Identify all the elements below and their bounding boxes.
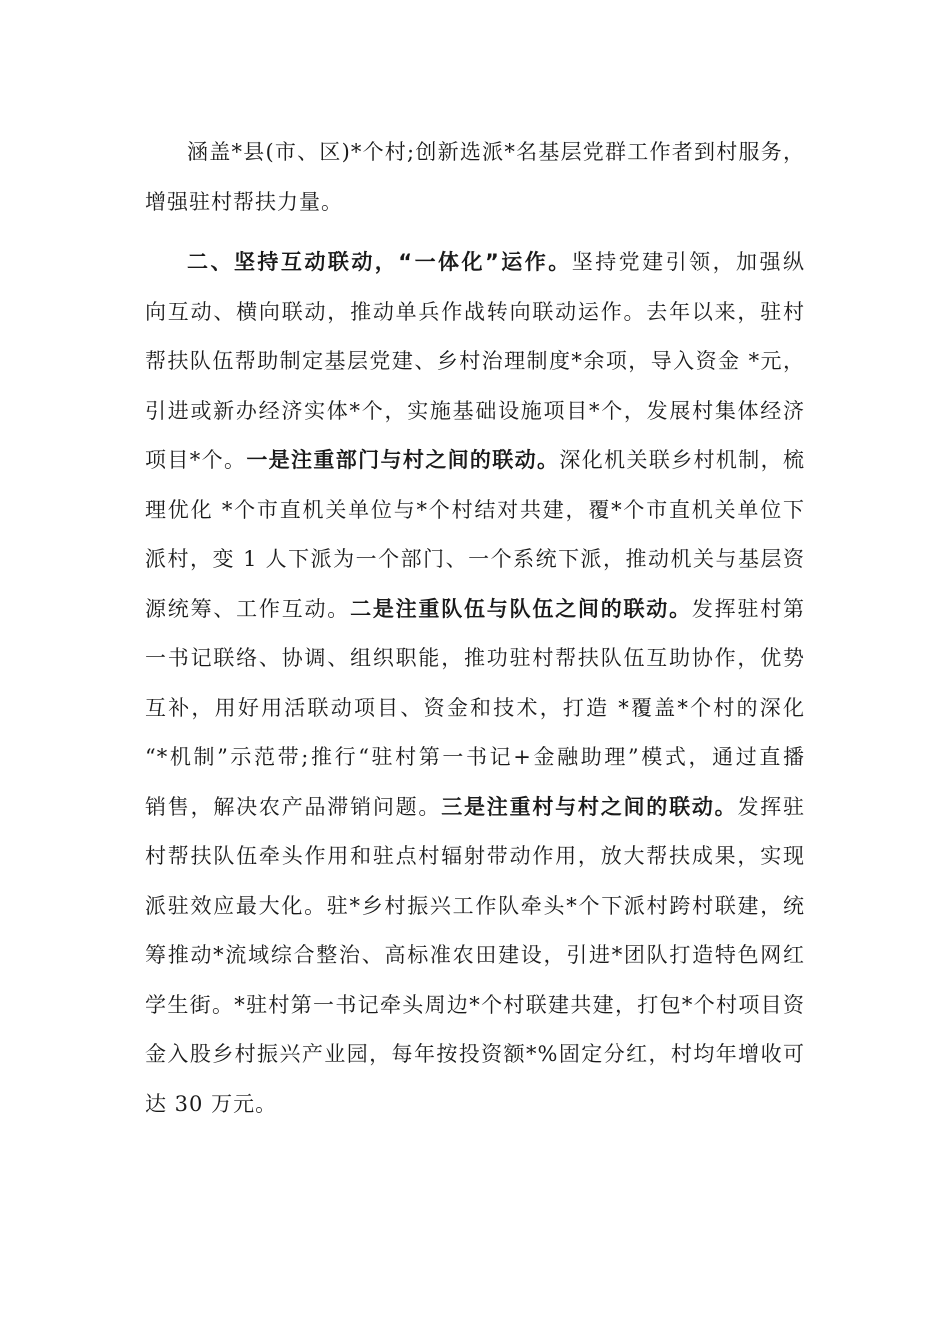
paragraph-line xyxy=(145,436,805,486)
paragraph-line xyxy=(145,783,805,833)
paragraph-line: 一书记联络、协调、组织职能，推功驻村帮扶队伍互助协作，优势 xyxy=(145,646,805,670)
paragraph-line: 金入股乡村振兴产业园，每年按投资额*%固定分红，村均年增收可 xyxy=(145,1042,805,1066)
point-title-2: 二是注重队伍与队伍之间的联动。 xyxy=(350,596,692,621)
paragraph-line: 学生街。*驻村第一书记牵头周边*个村联建共建，打包*个村项目资 xyxy=(145,992,805,1017)
paragraph-line: “*机制”示范带;推行“驻村第一书记+金融助理”模式，通过直播 xyxy=(145,745,805,769)
paragraph-1 xyxy=(145,128,805,227)
inline-text: 销售，解决农产品滞销问题。 xyxy=(145,794,442,819)
point-title-1: 一是注重部门与村之间的联动。 xyxy=(246,448,560,472)
section-heading: 二、坚持互动联动，“一体化”运作。 xyxy=(187,250,572,274)
paragraph-line: 理优化 *个市直机关单位与*个村结对共建，覆*个市直机关单位下 xyxy=(145,497,805,522)
point-title-3: 三是注重村与村之间的联动。 xyxy=(441,794,738,819)
inline-text: 深化机关联乡村机制，梳 xyxy=(559,448,806,472)
paragraph-line: 向互动、横向联动，推动单兵作战转向联动运作。去年以来，驻村 xyxy=(145,299,805,324)
paragraph-line: 派村，变 1 人下派为一个部门、一个系统下派，推动机关与基层资 xyxy=(145,547,805,571)
paragraph-line: 筹推动*流域综合整治、高标准农田建设，引进*团队打造特色网红 xyxy=(145,943,805,967)
paragraph-line xyxy=(145,585,805,635)
paragraph-line: 村帮扶队伍牵头作用和驻点村辐射带动作用，放大帮扶成果，实现 xyxy=(145,844,805,868)
inline-text: 发挥驻 xyxy=(737,794,806,819)
paragraph-line: 派驻效应最大化。驻*乡村振兴工作队牵头*个下派村跨村联建，统 xyxy=(145,893,805,918)
paragraph-2 xyxy=(145,238,805,1129)
inline-text: 坚持党建引领，加强纵 xyxy=(571,250,806,274)
paragraph-line: 引进或新办经济实体*个，实施基础设施项目*个，发展村集体经济 xyxy=(145,398,805,423)
paragraph-line: 互补，用好用活联动项目、资金和技术，打造 *覆盖*个村的深化 xyxy=(145,695,805,720)
inline-text: 项目*个。 xyxy=(145,448,247,472)
paragraph-line: 增强驻村帮扶力量。 xyxy=(145,189,343,214)
inline-text: 源统筹、工作互动。 xyxy=(145,596,351,621)
paragraph-line xyxy=(145,238,805,288)
inline-text: 发挥驻村第 xyxy=(691,596,806,621)
paragraph-line: 达 30 万元。 xyxy=(145,1091,278,1116)
paragraph-line: 涵盖*县(市、区)*个村;创新选派*名基层党群工作者到村服务， xyxy=(187,140,805,164)
paragraph-line: 帮扶队伍帮助制定基层党建、乡村治理制度*余项，导入资金 *元， xyxy=(145,349,805,373)
